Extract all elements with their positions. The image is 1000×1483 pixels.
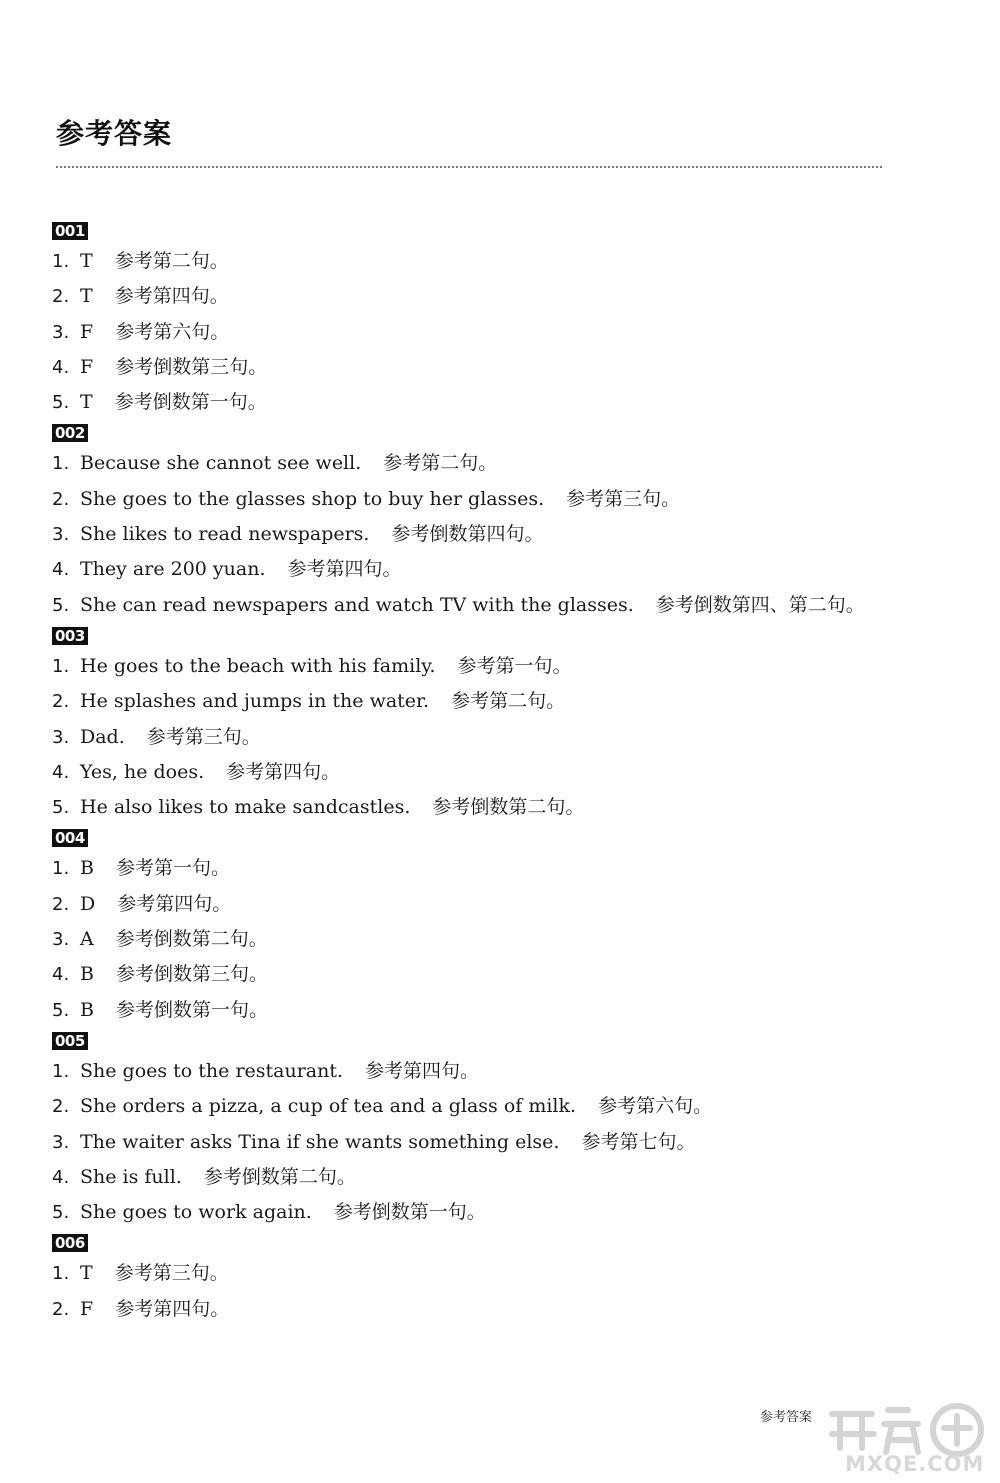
item-answer: A — [80, 928, 94, 951]
answer-item — [52, 385, 952, 420]
item-answer: He splashes and jumps in the water. — [80, 690, 430, 713]
item-number: 3. — [52, 726, 70, 748]
answer-item — [52, 1054, 952, 1089]
answer-item — [52, 588, 952, 623]
item-answer: B — [80, 857, 94, 880]
item-reference: 参考倒数第二句。 — [203, 1165, 356, 1188]
answer-item — [52, 315, 952, 350]
item-number: 1. — [52, 251, 70, 272]
answer-item — [52, 649, 952, 684]
answer-item — [52, 482, 952, 517]
item-number: 5. — [52, 1202, 70, 1224]
item-reference: 参考第二句。 — [451, 690, 566, 713]
answer-item — [52, 446, 952, 481]
item-reference: 参考第一句。 — [457, 654, 572, 677]
section-tag: 001 — [52, 222, 88, 240]
item-answer: He also likes to make sandcastles. — [80, 796, 411, 819]
item-reference: 参考倒数第四、第二句。 — [655, 593, 865, 616]
item-reference: 参考倒数第一句。 — [333, 1201, 486, 1224]
answer-item — [52, 517, 952, 552]
item-number: 2. — [52, 1096, 70, 1118]
item-answer: F — [80, 355, 94, 378]
item-number: 5. — [52, 594, 70, 616]
answer-list — [52, 218, 952, 1327]
section-header — [52, 218, 952, 244]
item-answer: B — [80, 963, 94, 986]
item-number: 4. — [52, 761, 70, 783]
item-answer: Yes, he does. — [80, 760, 205, 783]
dotted-divider — [56, 166, 882, 168]
item-reference: 参考倒数第一句。 — [115, 998, 268, 1021]
item-reference: 参考倒数第三句。 — [115, 963, 268, 986]
answer-item — [52, 851, 952, 886]
item-reference: 参考第四句。 — [365, 1059, 480, 1082]
item-number: 1. — [52, 1263, 70, 1285]
answer-item — [52, 1160, 952, 1195]
item-answer: She orders a pizza, a cup of tea and a glass of milk. — [80, 1095, 577, 1118]
item-number: 2. — [52, 893, 70, 915]
answer-item — [52, 993, 952, 1028]
item-answer: T — [80, 285, 93, 308]
section-tag: 003 — [52, 627, 88, 645]
item-answer: She is full. — [80, 1165, 182, 1188]
item-answer: He goes to the beach with his family. — [80, 654, 436, 677]
item-reference: 参考第四句。 — [117, 892, 232, 915]
item-answer: T — [80, 250, 93, 272]
item-reference: 参考倒数第三句。 — [115, 355, 268, 378]
item-number: 1. — [52, 655, 70, 677]
item-reference: 参考倒数第一句。 — [114, 391, 267, 414]
watermark-text: MXQE.COM — [845, 1452, 985, 1476]
answer-item — [52, 1292, 952, 1327]
item-number: 3. — [52, 929, 70, 951]
item-reference: 参考第三句。 — [566, 487, 681, 510]
item-number: 5. — [52, 999, 70, 1021]
item-number: 3. — [52, 1131, 70, 1153]
answer-item — [52, 1089, 952, 1124]
item-number: 5. — [52, 392, 70, 414]
answer-item — [52, 244, 952, 279]
item-number: 1. — [52, 858, 70, 880]
answer-item — [52, 1195, 952, 1230]
item-number: 4. — [52, 964, 70, 986]
item-reference: 参考第四句。 — [114, 285, 229, 308]
item-answer: Dad. — [80, 725, 125, 748]
item-reference: 参考第四句。 — [226, 760, 341, 783]
answer-item — [52, 720, 952, 755]
item-reference: 参考第二句。 — [114, 250, 229, 272]
item-number: 2. — [52, 691, 70, 713]
section-tag: 005 — [52, 1032, 88, 1050]
item-answer: She can read newspapers and watch TV with the glasses. — [80, 593, 634, 616]
item-reference: 参考倒数第二句。 — [115, 928, 268, 951]
item-answer: F — [80, 1297, 94, 1320]
item-answer: She likes to read newspapers. — [80, 523, 370, 546]
section-tag: 006 — [52, 1234, 88, 1252]
item-answer: They are 200 yuan. — [80, 558, 266, 581]
item-number: 1. — [52, 1060, 70, 1082]
item-answer: The waiter asks Tina if she wants something else. — [80, 1130, 560, 1153]
answer-item — [52, 922, 952, 957]
section-header — [52, 1028, 952, 1054]
item-reference: 参考倒数第四句。 — [391, 523, 544, 546]
section-header — [52, 623, 952, 649]
item-answer: She goes to the restaurant. — [80, 1059, 344, 1082]
item-number: 3. — [52, 524, 70, 546]
answer-item — [52, 755, 952, 790]
item-number: 2. — [52, 1298, 70, 1320]
item-number: 4. — [52, 356, 70, 378]
item-reference: 参考倒数第二句。 — [432, 796, 585, 819]
section-tag: 002 — [52, 424, 88, 442]
item-number: 3. — [52, 321, 70, 343]
section-header — [52, 1230, 952, 1256]
section-header — [52, 825, 952, 851]
answer-item — [52, 957, 952, 992]
item-answer: Because she cannot see well. — [80, 452, 362, 475]
answer-item — [52, 552, 952, 587]
item-reference: 参考第四句。 — [115, 1297, 230, 1320]
page-title: 参考答案 — [56, 117, 173, 150]
item-number: 4. — [52, 1166, 70, 1188]
section-tag: 004 — [52, 829, 88, 847]
item-number: 1. — [52, 453, 70, 475]
answer-item — [52, 790, 952, 825]
item-answer: T — [80, 391, 93, 414]
item-reference: 参考第三句。 — [114, 1262, 229, 1285]
answer-item — [52, 1125, 952, 1160]
item-reference: 参考第一句。 — [115, 857, 230, 880]
item-reference: 参考第四句。 — [287, 558, 402, 581]
item-answer: She goes to the glasses shop to buy her glasses. — [80, 487, 545, 510]
item-answer: F — [80, 320, 94, 343]
item-number: 5. — [52, 797, 70, 819]
item-answer: T — [80, 1262, 93, 1285]
item-answer: D — [80, 892, 96, 915]
answer-item — [52, 279, 952, 314]
answer-item — [52, 350, 952, 385]
footer-label: 参考答案 — [760, 1410, 813, 1425]
item-number: 2. — [52, 286, 70, 308]
item-reference: 参考第七句。 — [581, 1130, 696, 1153]
answer-item — [52, 1256, 952, 1291]
answer-item — [52, 887, 952, 922]
item-reference: 参考第六句。 — [598, 1095, 713, 1118]
item-number: 4. — [52, 559, 70, 581]
item-reference: 参考第六句。 — [115, 320, 230, 343]
item-answer: B — [80, 998, 94, 1021]
section-header — [52, 420, 952, 446]
item-answer: She goes to work again. — [80, 1201, 312, 1224]
answer-item — [52, 684, 952, 719]
item-number: 2. — [52, 488, 70, 510]
item-reference: 参考第三句。 — [146, 725, 261, 748]
item-reference: 参考第二句。 — [383, 452, 498, 475]
